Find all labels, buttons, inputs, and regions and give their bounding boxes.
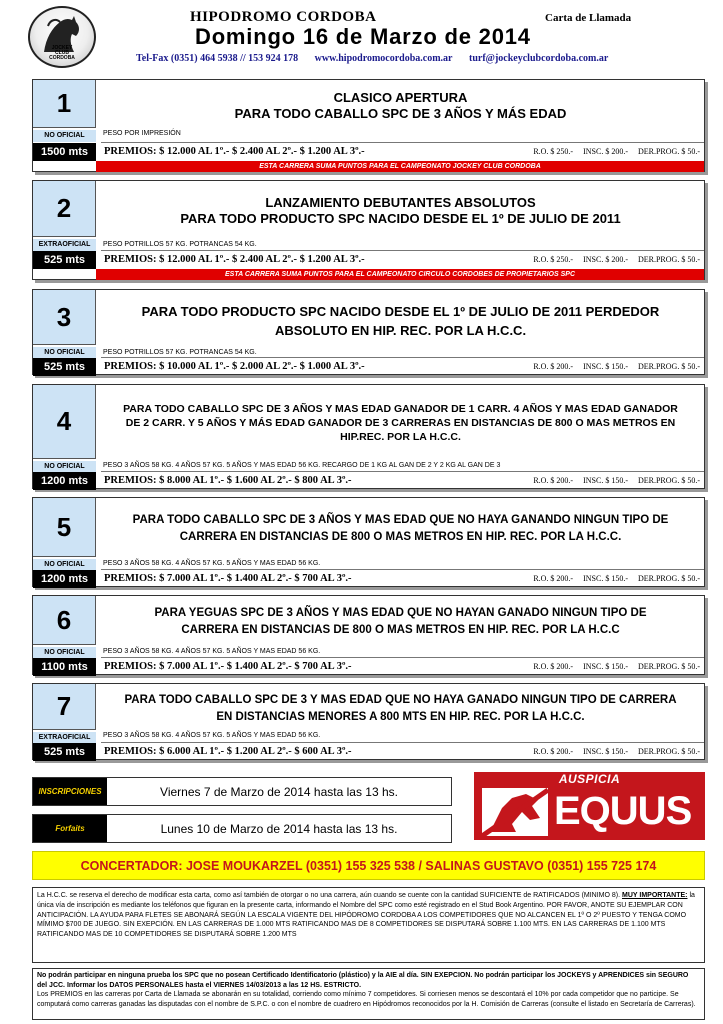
race-number: 2 (33, 181, 96, 237)
prize-row (101, 569, 704, 587)
race-card-2 (32, 180, 705, 280)
race-status: NO OFICIAL (33, 347, 96, 358)
prizes-text: PREMIOS: $ 12.000 AL 1º.- $ 2.400 AL 2º.- $ 1.200 AL 3º.- (104, 254, 365, 265)
condition-line: EN DISTANCIAS MENORES A 800 MTS EN HIP. REC. POR LA H.C.C. (216, 711, 585, 723)
race-conditions (103, 195, 698, 227)
prizes-text: PREMIOS: $ 6.000 AL 1º.- $ 1.200 AL 2º.- $ 600 AL 3º.- (104, 746, 352, 757)
forfaits-deadline: Lunes 10 de Marzo de 2014 hasta las 13 hs. (160, 821, 398, 836)
race-card-7 (32, 683, 705, 760)
fee-derprog: DER.PROG. $ 50.- (637, 255, 700, 264)
fee-ro: R.O. $ 200.- (533, 362, 574, 371)
race-number: 4 (33, 385, 96, 459)
terms-note (32, 887, 705, 963)
note-paragraph: POR FAVOR, ANOTE SU EJEMPLAR CON ANTICIPACIÓN. LA AYUDA PARA FLETES SE ABONARÁ SEGÚN LA ESCALA VIGENTE DEL HIPÓDROMO CORDOBA A LOS COMPETIDORES QUE NO ALCANCEN EL 1º O 2º PUESTO Y TENGA COMO MÍMIMO $700 DE JUEGO. SIN EXEPCIÓN. EN LAS CARRERAS DE 1.000 MTS RATIFICANDO MAS DE 8 COMPETIDORES SE DISPUTARÁ SOBRE 1.100 MTS. EN LAS CARRERAS DE 1.100 MTS RATIFICANDO MAS DE 10 COMPETIDORES SE DISPUTARÁ SOBRE 1.200 MTS (37, 901, 687, 939)
fees (523, 662, 700, 671)
prize-row (101, 357, 704, 375)
forfaits-label: Forfaits (33, 815, 107, 842)
race-card-5 (32, 497, 705, 587)
fees (523, 147, 700, 156)
note-paragraph: Los PREMIOS en las carreras por Carta de Llamada se abonarán en su totalidad, corriendo como mínimo 7 competidores. Si corriesen menos se descontará el 10% por cada competidor que no participe. Se computará como carreras ganadas las disputadas con el nombre de S.P.C. o con el nombre de cuadrero en Hipódromos reconocidos por la H. Comisión de Carreras (consulte el listado en Secretaría de Carreras). (37, 991, 696, 1008)
condition-line: CARRERA EN DISTANCIAS DE 800 O MAS METROS EN HIP. REC. POR LA H.C.C (181, 624, 620, 636)
sponsor-auspicia: AUSPICIA (558, 772, 621, 786)
fee-insc: INSC. $ 150.- (583, 574, 628, 583)
race-conditions (103, 692, 698, 726)
condition-line: CARRERA EN DISTANCIAS DE 800 O MAS METROS EN HIP. REC. POR LA H.C.C. (179, 531, 622, 543)
note-paragraph: La H.C.C. se reserva el derecho de modificar esta carta, como así también de otorgar o no una carrera, aún cuando se cuente con la cantidad SUFICIENTE de RATIFICADOS (MINIMO 8). (37, 892, 621, 899)
important-label: MUY IMPORTANTE: (622, 892, 688, 899)
logo-text-1: JOCKEY (51, 45, 73, 51)
rules-note (32, 968, 705, 1020)
note-paragraph: la única vía de inscripción es mediante los teléfonos que figuran en la presente carta, informando el Nombre del SPC como esté registrado en el Stud Book Argentino. (37, 892, 695, 909)
weight-rules: PESO POTRILLOS 57 KG. POTRANCAS 54 KG. (103, 349, 257, 356)
prize-row (101, 250, 704, 268)
condition-line: DE 2 CARR. Y 5 AÑOS Y MÁS EDAD GANADOR DE 3 CARRERAS EN DISTANCIAS DE 800 O MAS METROS EN (125, 417, 676, 429)
race-status: NO OFICIAL (33, 461, 96, 472)
prize-row (101, 142, 704, 160)
condition-line: PARA TODO CABALLO SPC DE 3 Y MAS EDAD QUE NO HAYA GANADO NINGUN TIPO DE CARRERA (124, 694, 677, 706)
race-status: NO OFICIAL (33, 647, 96, 658)
race-distance: 525 mts (33, 743, 96, 761)
condition-line: PARA TODO PRODUCTO SPC NACIDO DESDE EL 1º DE JULIO DE 2011 (180, 211, 621, 226)
condition-line: PARA TODO CABALLO SPC DE 3 AÑOS Y MAS EDAD GANADOR DE 1 CARR. 4 AÑOS Y MAS EDAD GANADOR (123, 403, 678, 415)
prize-row (101, 657, 704, 675)
weight-rules: PESO 3 AÑOS 58 KG. 4 AÑOS 57 KG. 5 AÑOS Y MAS EDAD 56 KG. (103, 732, 321, 739)
race-number: 6 (33, 596, 96, 645)
race-card-3 (32, 289, 705, 375)
website-link[interactable]: www.hipodromocordoba.com.ar (314, 53, 453, 64)
race-card-4 (32, 384, 705, 489)
fee-derprog: DER.PROG. $ 50.- (637, 574, 700, 583)
prizes-text: PREMIOS: $ 8.000 AL 1º.- $ 1.600 AL 2º.- $ 800 AL 3º.- (104, 475, 352, 486)
fee-derprog: DER.PROG. $ 50.- (637, 147, 700, 156)
page-header (0, 0, 723, 74)
note-paragraph: No podrán participar en ninguna prueba los SPC que no posean Certificado Identificatorio (plástico) y la AIE al día. SIN EXEPCION. No podrán participar los JOCKEYS y APRENDICES sin SEGURO del JCC. Informar los DATOS PERSONALES hasta el VIERNES 14/03/2013 a las 12 HS. ESTRICTO. (37, 972, 689, 989)
prizes-text: PREMIOS: $ 12.000 AL 1º.- $ 2.400 AL 2º.- $ 1.200 AL 3º.- (104, 146, 365, 157)
race-status: EXTRAOFICIAL (33, 239, 96, 251)
weight-rules: PESO POR IMPRESIÓN (103, 130, 181, 137)
fee-derprog: DER.PROG. $ 50.- (637, 662, 700, 671)
inscripciones-deadline: Viernes 7 de Marzo de 2014 hasta las 13 hs. (160, 784, 398, 799)
points-banner: ESTA CARRERA SUMA PUNTOS PARA EL CAMPEONATO JOCKEY CLUB CORDOBA (96, 161, 704, 172)
race-number: 1 (33, 80, 96, 128)
fee-derprog: DER.PROG. $ 50.- (637, 747, 700, 756)
logo-text-2: CLUB (55, 50, 69, 56)
race-conditions (103, 605, 698, 639)
fees (523, 476, 700, 485)
fee-ro: R.O. $ 200.- (533, 662, 574, 671)
condition-line: PARA TODO CABALLO SPC DE 3 AÑOS Y MÁS EDAD (234, 106, 567, 121)
fee-insc: INSC. $ 200.- (583, 255, 628, 264)
race-conditions (103, 90, 698, 122)
race-conditions (103, 402, 698, 444)
prizes-text: PREMIOS: $ 10.000 AL 1º.- $ 2.000 AL 2º.- $ 1.000 AL 3º.- (104, 361, 365, 372)
race-number: 3 (33, 290, 96, 345)
race-card-1 (32, 79, 705, 172)
condition-line: ABSOLUTO EN HIP. REC. POR LA H.C.C. (274, 323, 527, 338)
weight-rules: PESO POTRILLOS 57 KG. POTRANCAS 54 KG. (103, 241, 257, 248)
race-distance: 525 mts (33, 251, 96, 269)
fee-ro: R.O. $ 200.- (533, 574, 574, 583)
sponsor-brand: EQUUS (554, 789, 692, 833)
logo-text-3: CORDOBA (49, 55, 75, 61)
fees (523, 574, 700, 583)
race-distance: 525 mts (33, 358, 96, 376)
prizes-text: PREMIOS: $ 7.000 AL 1º.- $ 1.400 AL 2º.- $ 700 AL 3º.- (104, 573, 352, 584)
phone-text: Tel-Fax (0351) 464 5938 // 153 924 178 (136, 53, 299, 64)
email-link[interactable]: turf@jockeyclubcordoba.com.ar (469, 53, 609, 64)
fee-insc: INSC. $ 150.- (583, 476, 628, 485)
inscripciones-row (32, 777, 452, 806)
sponsor-banner (474, 772, 705, 840)
condition-line: HIP.REC. POR LA H.C.C. (340, 431, 461, 443)
weight-rules: PESO 3 AÑOS 58 KG. 4 AÑOS 57 KG. 5 AÑOS Y MAS EDAD 56 KG. (103, 648, 321, 655)
fee-insc: INSC. $ 200.- (583, 147, 628, 156)
inscripciones-label: INSCRIPCIONES (33, 778, 107, 805)
condition-line: LANZAMIENTO DEBUTANTES ABSOLUTOS (265, 195, 536, 210)
race-status: EXTRAOFICIAL (33, 732, 96, 743)
race-distance: 1200 mts (33, 570, 96, 588)
fees (523, 255, 700, 264)
condition-line: PARA TODO PRODUCTO SPC NACIDO DESDE EL 1º DE JULIO DE 2011 PERDEDOR (141, 304, 660, 319)
points-banner: ESTA CARRERA SUMA PUNTOS PARA EL CAMPEONATO CIRCULO CORDOBES DE PROPIETARIOS SPC (96, 269, 704, 280)
race-date: Domingo 16 de Marzo de 2014 (195, 24, 531, 49)
fee-ro: R.O. $ 200.- (533, 747, 574, 756)
race-status: NO OFICIAL (33, 559, 96, 570)
jockey-club-logo (28, 6, 96, 68)
condition-line: PARA TODO CABALLO SPC DE 3 AÑOS Y MAS EDAD QUE NO HAYA GANANDO NINGUN TIPO DE (132, 514, 669, 526)
fees (523, 362, 700, 371)
prize-row (101, 742, 704, 760)
race-number: 5 (33, 498, 96, 557)
fee-derprog: DER.PROG. $ 50.- (637, 476, 700, 485)
weight-rules: PESO 3 AÑOS 58 KG. 4 AÑOS 57 KG. 5 AÑOS Y MAS EDAD 56 KG. (103, 560, 321, 567)
race-distance: 1100 mts (33, 658, 96, 676)
document-type: Carta de Llamada (545, 12, 632, 24)
page-title: HIPODROMO CORDOBA (190, 9, 377, 25)
race-conditions (103, 512, 698, 546)
fee-ro: R.O. $ 250.- (533, 255, 574, 264)
prize-row (101, 471, 704, 489)
fee-ro: R.O. $ 200.- (533, 476, 574, 485)
race-status: NO OFICIAL (33, 130, 96, 142)
fee-derprog: DER.PROG. $ 50.- (637, 362, 700, 371)
forfaits-row (32, 814, 452, 843)
horse-head-icon (482, 788, 548, 836)
race-distance: 1200 mts (33, 472, 96, 490)
fee-insc: INSC. $ 150.- (583, 362, 628, 371)
race-conditions (103, 302, 698, 340)
race-card-6 (32, 595, 705, 675)
prizes-text: PREMIOS: $ 7.000 AL 1º.- $ 1.400 AL 2º.- $ 700 AL 3º.- (104, 661, 352, 672)
fee-insc: INSC. $ 150.- (583, 662, 628, 671)
fees (523, 747, 700, 756)
condition-line: PARA YEGUAS SPC DE 3 AÑOS Y MAS EDAD QUE NO HAYAN GANADO NINGUN TIPO DE (154, 607, 647, 619)
condition-line: CLASICO APERTURA (333, 90, 468, 105)
fee-insc: INSC. $ 150.- (583, 747, 628, 756)
concertador-bar: CONCERTADOR: JOSE MOUKARZEL (0351) 155 325 538 / SALINAS GUSTAVO (0351) 155 725 174 (32, 851, 705, 880)
race-number: 7 (33, 684, 96, 730)
fee-ro: R.O. $ 250.- (533, 147, 574, 156)
weight-rules: PESO 3 AÑOS 58 KG. 4 AÑOS 57 KG. 5 AÑOS Y MAS EDAD 56 KG. RECARGO DE 1 KG AL GAN DE 2 Y 2 KG AL GAN DE 3 (103, 462, 501, 469)
contact-line (136, 53, 622, 64)
race-distance: 1500 mts (33, 143, 96, 161)
